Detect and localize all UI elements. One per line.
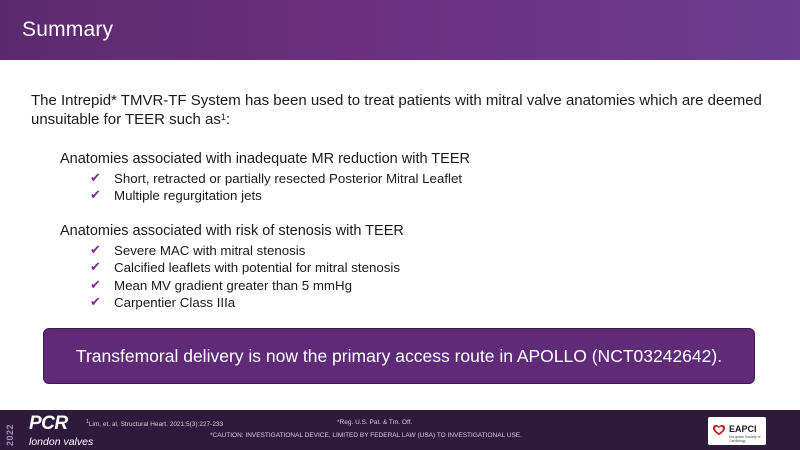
checkmark-icon: ✔ — [90, 188, 101, 204]
list-item-text: Short, retracted or partially resected Posterior Mitral Leaflet — [114, 171, 463, 186]
intro-text: The Intrepid* TMVR-TF System has been used to treat patients with mitral valve anatomies which are deemed unsuitable for TEER such as — [31, 92, 762, 128]
pcr-logo-text: PCR — [29, 413, 68, 434]
reference-text: Lim, et. al. Structural Heart. 2021;5(3):227-233 — [88, 421, 224, 429]
section-stenosis-risk — [60, 222, 404, 311]
checkmark-icon: ✔ — [90, 243, 101, 258]
key-message-callout — [43, 328, 755, 384]
list-item — [90, 242, 404, 259]
checkmark-icon: ✔ — [90, 294, 101, 310]
caution-note: *CAUTION: INVESTIGATIONAL DEVICE, LIMITED BY FEDERAL LAW (USA) TO INVESTIGATIONAL USE. — [210, 432, 522, 439]
list-item — [90, 259, 404, 276]
list-item — [90, 294, 404, 311]
intro-tail: : — [225, 111, 231, 128]
checklist — [60, 242, 404, 311]
list-item-text: Calcified leaflets with potential for mitral stenosis — [114, 260, 401, 276]
pcr-logo-subtitle: london valves — [29, 436, 94, 448]
list-item — [90, 187, 470, 204]
logo-text: EAPCI — [729, 424, 757, 434]
heart-icon — [712, 423, 726, 437]
footnote-mark: 1 — [86, 419, 89, 425]
slide-title: Summary — [22, 18, 114, 41]
footnote-reference — [86, 419, 223, 428]
slide-footer — [0, 410, 800, 450]
section-inadequate-mr — [60, 150, 470, 205]
checkmark-icon: ✔ — [90, 277, 101, 293]
intro-paragraph — [31, 91, 776, 129]
callout-text: Transfemoral delivery is now the primary access route in APOLLO (NCT03242642). — [75, 345, 723, 366]
list-item — [90, 277, 404, 294]
eapci-logo — [708, 417, 766, 445]
intro-footnote-mark: 1 — [220, 112, 226, 122]
list-item-text: Severe MAC with mitral stenosis — [114, 243, 306, 258]
trademark-note: *Reg. U.S. Pat. & Tm. Off. — [337, 419, 413, 426]
section-heading: Anatomies associated with inadequate MR reduction with TEER — [60, 151, 470, 167]
logo-subtext: European Society of Cardiology — [729, 435, 761, 443]
slide-header — [0, 0, 800, 60]
section-heading: Anatomies associated with risk of stenosis with TEER — [60, 223, 404, 239]
list-item-text: Multiple regurgitation jets — [114, 188, 262, 204]
list-item-text: Mean MV gradient greater than 5 mmHg — [114, 277, 352, 293]
checklist — [60, 170, 470, 205]
list-item-text: Carpentier Class IIIa — [114, 294, 236, 310]
footer-year: 2022 — [5, 423, 15, 446]
checkmark-icon: ✔ — [90, 260, 101, 276]
checkmark-icon: ✔ — [90, 171, 101, 186]
list-item — [90, 170, 470, 187]
